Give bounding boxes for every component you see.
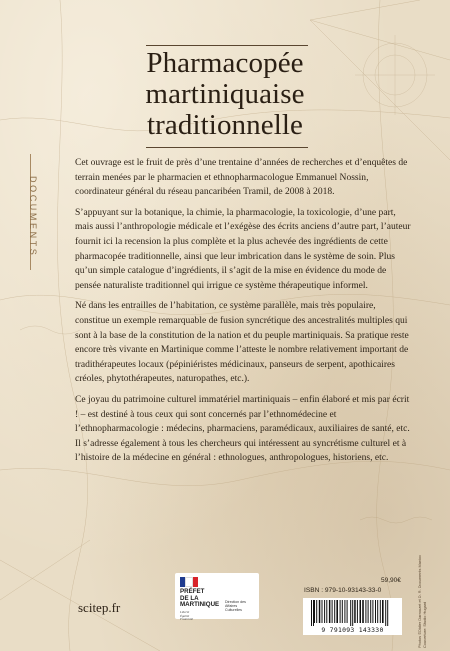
dac-label — [225, 600, 255, 612]
title-line: martiniquaise — [145, 78, 305, 110]
barcode-bar — [347, 600, 348, 623]
prefet-line: PRÉFET — [180, 588, 205, 595]
barcode-bar — [360, 600, 362, 623]
barcode-bar — [372, 600, 373, 623]
motto-word: Fraternité — [180, 617, 194, 622]
barcode-bar — [365, 600, 366, 623]
title-rule-bottom — [146, 147, 308, 148]
barcode-bar — [329, 600, 331, 623]
title-line: traditionnelle — [146, 109, 303, 141]
barcode-bar — [324, 600, 325, 623]
republic-motto — [180, 611, 200, 622]
barcode-bar — [340, 600, 341, 623]
barcode-bar — [377, 600, 378, 623]
dac-line: Affaires — [225, 604, 238, 609]
prefet-logo — [175, 573, 259, 622]
prefet-line: MARTINIQUE — [180, 601, 220, 609]
barcode-guard-bar — [311, 600, 312, 626]
barcode-bar — [332, 600, 333, 623]
barcode-bar — [314, 600, 315, 623]
barcode-guard-bar — [387, 600, 388, 626]
publisher-website: scitep.fr — [78, 600, 121, 615]
barcode-guard-bar — [385, 600, 386, 626]
blurb-paragraph: Né dans les entrailles de l’habitation, ce système parallèle, mais très populaire, constitue un exemple remarquable de fusion syncrétique des ancestralités multiples qui sont à la base de la constitution de la nation et du peuple martiniquais. Sa pratique reste encore très vivante en Martinique comme l’atteste le nombre relativement important de tradithérapeutes locaux (pépiniéristes médicinaux, panseurs de serpent, apothicaires créoles, phytothérapeutes, naturopathes, etc.). — [75, 300, 409, 385]
motto-word: Liberté — [180, 610, 190, 614]
barcode-bar — [336, 600, 338, 623]
blurb-paragraph: Ce joyau du patrimoine culturel immatériel martiniquais – enfin élaboré et mis par écrit ! – est destiné à tous ceux qui sont concernés par l’ethnomédecine et l’ethnopharmacologie : médecins, pharmaciens, paramédicaux, auxiliaires de santé, etc. Il s’adresse également à tous les chercheurs qui intéressent au syncrétisme culturel et à l’histoire de la médecine en général : ethnologues, anthropologues, historiens, etc. — [75, 393, 410, 464]
barcode-bar — [326, 600, 327, 623]
blurb-paragraph: Cet ouvrage est le fruit de près d’une trentaine d’années de recherches et d’enquêtes de terrain menées par le pharmacien et ethnopharmacologue Emmanuel Nossin, coordinateur général du réseau pancaribéen Tramil, de 2008 à 2018. — [75, 157, 408, 198]
title-rule-top — [146, 45, 308, 46]
prefet-title — [180, 589, 225, 609]
credit-line: Couverture: Studio Hugard — [422, 601, 427, 648]
barcode-bar — [357, 600, 358, 623]
motto-word: Égalité — [180, 613, 190, 618]
barcode-bar — [368, 600, 369, 623]
barcode-bar — [382, 600, 384, 623]
barcode-bar — [344, 600, 345, 623]
barcode-bar — [370, 600, 371, 623]
barcode-bar — [319, 600, 321, 623]
dac-line: Direction des — [225, 600, 246, 604]
blurb-paragraph: S’appuyant sur la botanique, la chimie, la pharmacologie, la toxicologie, d’une part, mais aussi l’anthropologie médicale et l’exégèse des écrits anciens d’autre part, l’auteur fournit ici la recension la plus complète et la plus achevée des ingrédients de cette pharmacopée traditionnelle, ainsi que leur imbrication dans le système de soin. Plus qu’un simple catalogue d’ingrédients, il s’agit de la mise en évidence du mode de pensée naturaliste traditionnel qui irrigue ce système thérapeutique informel. — [75, 206, 411, 291]
barcode-bar — [334, 600, 335, 623]
barcode-number: 9 791093 143330 — [321, 626, 384, 634]
prefet-line: DE LA — [180, 594, 199, 602]
credit-line: Photos ©Didier Darrouzet et D. R. Documents Manioc — [417, 554, 422, 648]
barcode-guard-bar — [350, 600, 351, 626]
image-credits — [417, 555, 427, 648]
barcode-bar — [375, 600, 376, 623]
isbn: ISBN : 979-10-93143-33-0 — [304, 587, 382, 594]
barcode-guard-bar — [352, 600, 353, 626]
barcode-bar — [316, 600, 317, 623]
barcode-bar — [380, 600, 381, 623]
collection-label: DOCUMENTS — [28, 176, 38, 258]
barcode-bar — [342, 600, 343, 623]
dac-line: Culturelles — [225, 608, 242, 613]
barcode-bar — [354, 600, 356, 623]
barcode-bars — [309, 600, 396, 626]
barcode-guard-bar — [313, 600, 314, 626]
blurb — [75, 156, 412, 472]
barcode — [303, 598, 402, 635]
french-flag-icon — [180, 577, 198, 587]
barcode-bar — [322, 600, 323, 623]
barcode-bar — [362, 600, 364, 623]
book-title — [100, 48, 350, 141]
title-line: Pharmacopée — [146, 47, 304, 79]
price: 59,90€ — [381, 577, 401, 584]
